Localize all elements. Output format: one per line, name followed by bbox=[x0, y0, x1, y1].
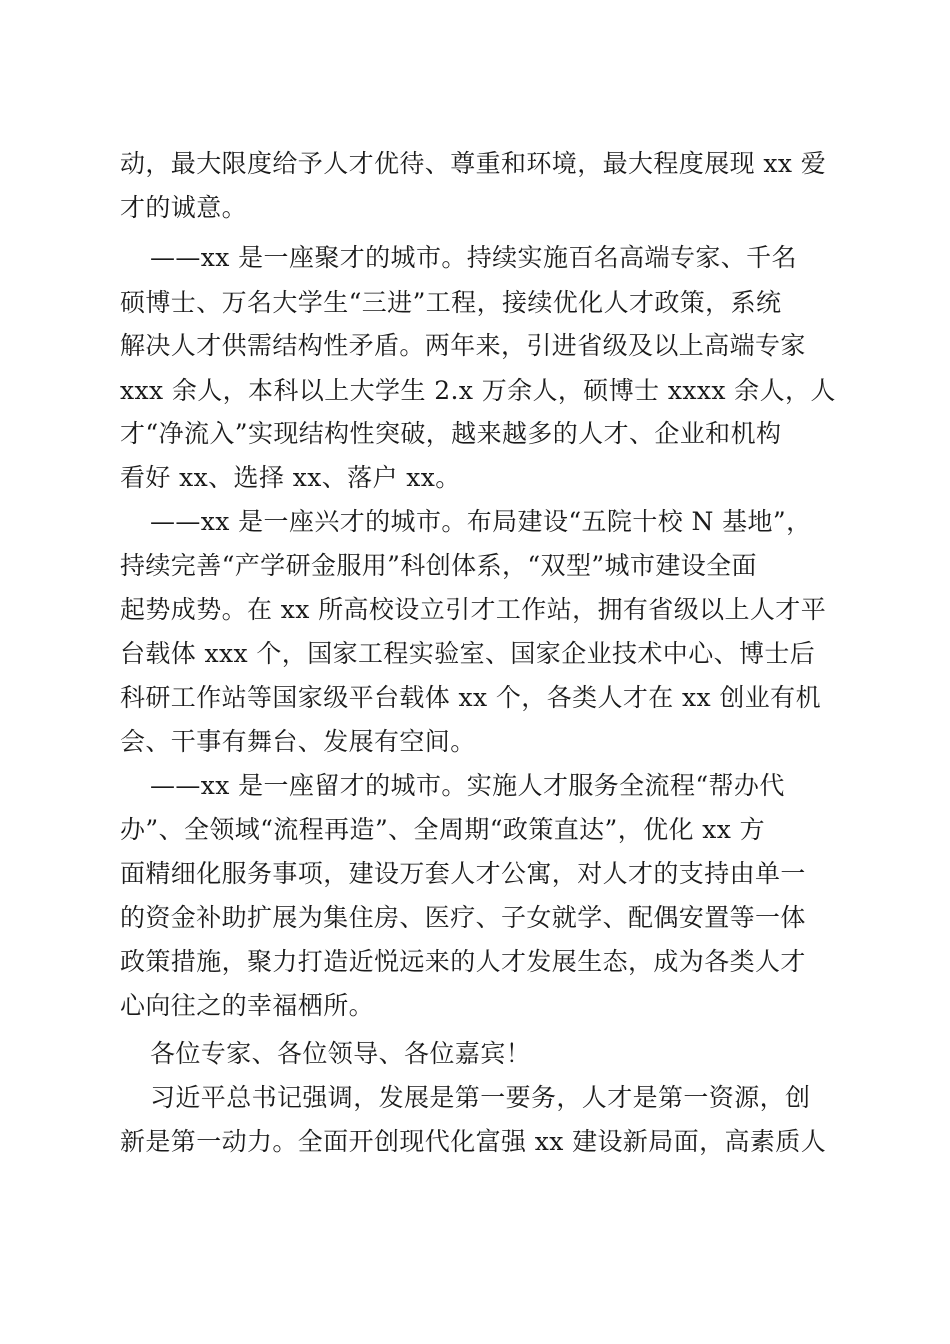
text-line: 政策措施，聚力打造近悦远来的人才发展生态，成为各类人才 bbox=[120, 947, 806, 976]
text-line: 会、干事有舞台、发展有空间。 bbox=[120, 727, 476, 756]
text-line: xxx 余人，本科以上大学生 2.x 万余人，硕博士 xxxx 余人，人 bbox=[120, 376, 836, 405]
text-line: 台载体 xxx 个，国家工程实验室、国家企业技术中心、博士后 bbox=[120, 639, 816, 668]
text-line: 解决人才供需结构性矛盾。两年来，引进省级及以上高端专家 bbox=[120, 331, 806, 360]
text-line: 新是第一动力。全面开创现代化富强 xx 建设新局面，高素质人 bbox=[120, 1127, 827, 1156]
text-line: 持续完善“产学研金服用”科创体系，“双型”城市建设全面 bbox=[120, 551, 757, 580]
text-line: 面精细化服务事项，建设万套人才公寓，对人才的支持由单一 bbox=[120, 859, 806, 888]
text-line: 办”、全领域“流程再造”、全周期“政策直达”，优化 xx 方 bbox=[120, 815, 765, 844]
text-line: 才的诚意。 bbox=[120, 193, 248, 222]
text-line: 看好 xx、选择 xx、落户 xx。 bbox=[120, 463, 461, 492]
text-line: ——xx 是一座聚才的城市。持续实施百名高端专家、千名 bbox=[150, 243, 797, 272]
text-line: 心向往之的幸福栖所。 bbox=[120, 991, 375, 1020]
text-line: 硕博士、万名大学生“三进”工程，接续优化人才政策，系统 bbox=[120, 288, 782, 317]
text-line: 起势成势。在 xx 所高校设立引才工作站，拥有省级以上人才平 bbox=[120, 595, 827, 624]
text-line: 的资金补助扩展为集住房、医疗、子女就学、配偶安置等一体 bbox=[120, 903, 806, 932]
text-line: 科研工作站等国家级平台载体 xx 个，各类人才在 xx 创业有机 bbox=[120, 683, 821, 712]
text-line: ——xx 是一座留才的城市。实施人才服务全流程“帮办代 bbox=[150, 771, 785, 800]
text-line: ——xx 是一座兴才的城市。布局建设“五院十校 N 基地”， bbox=[150, 507, 812, 536]
text-line: 才“净流入”实现结构性突破，越来越多的人才、企业和机构 bbox=[120, 419, 782, 448]
text-line: 各位专家、各位领导、各位嘉宾！ bbox=[150, 1039, 532, 1068]
text-line: 动，最大限度给予人才优待、尊重和环境，最大程度展现 xx 爱 bbox=[120, 149, 827, 178]
text-line: 习近平总书记强调，发展是第一要务，人才是第一资源，创 bbox=[150, 1083, 811, 1112]
